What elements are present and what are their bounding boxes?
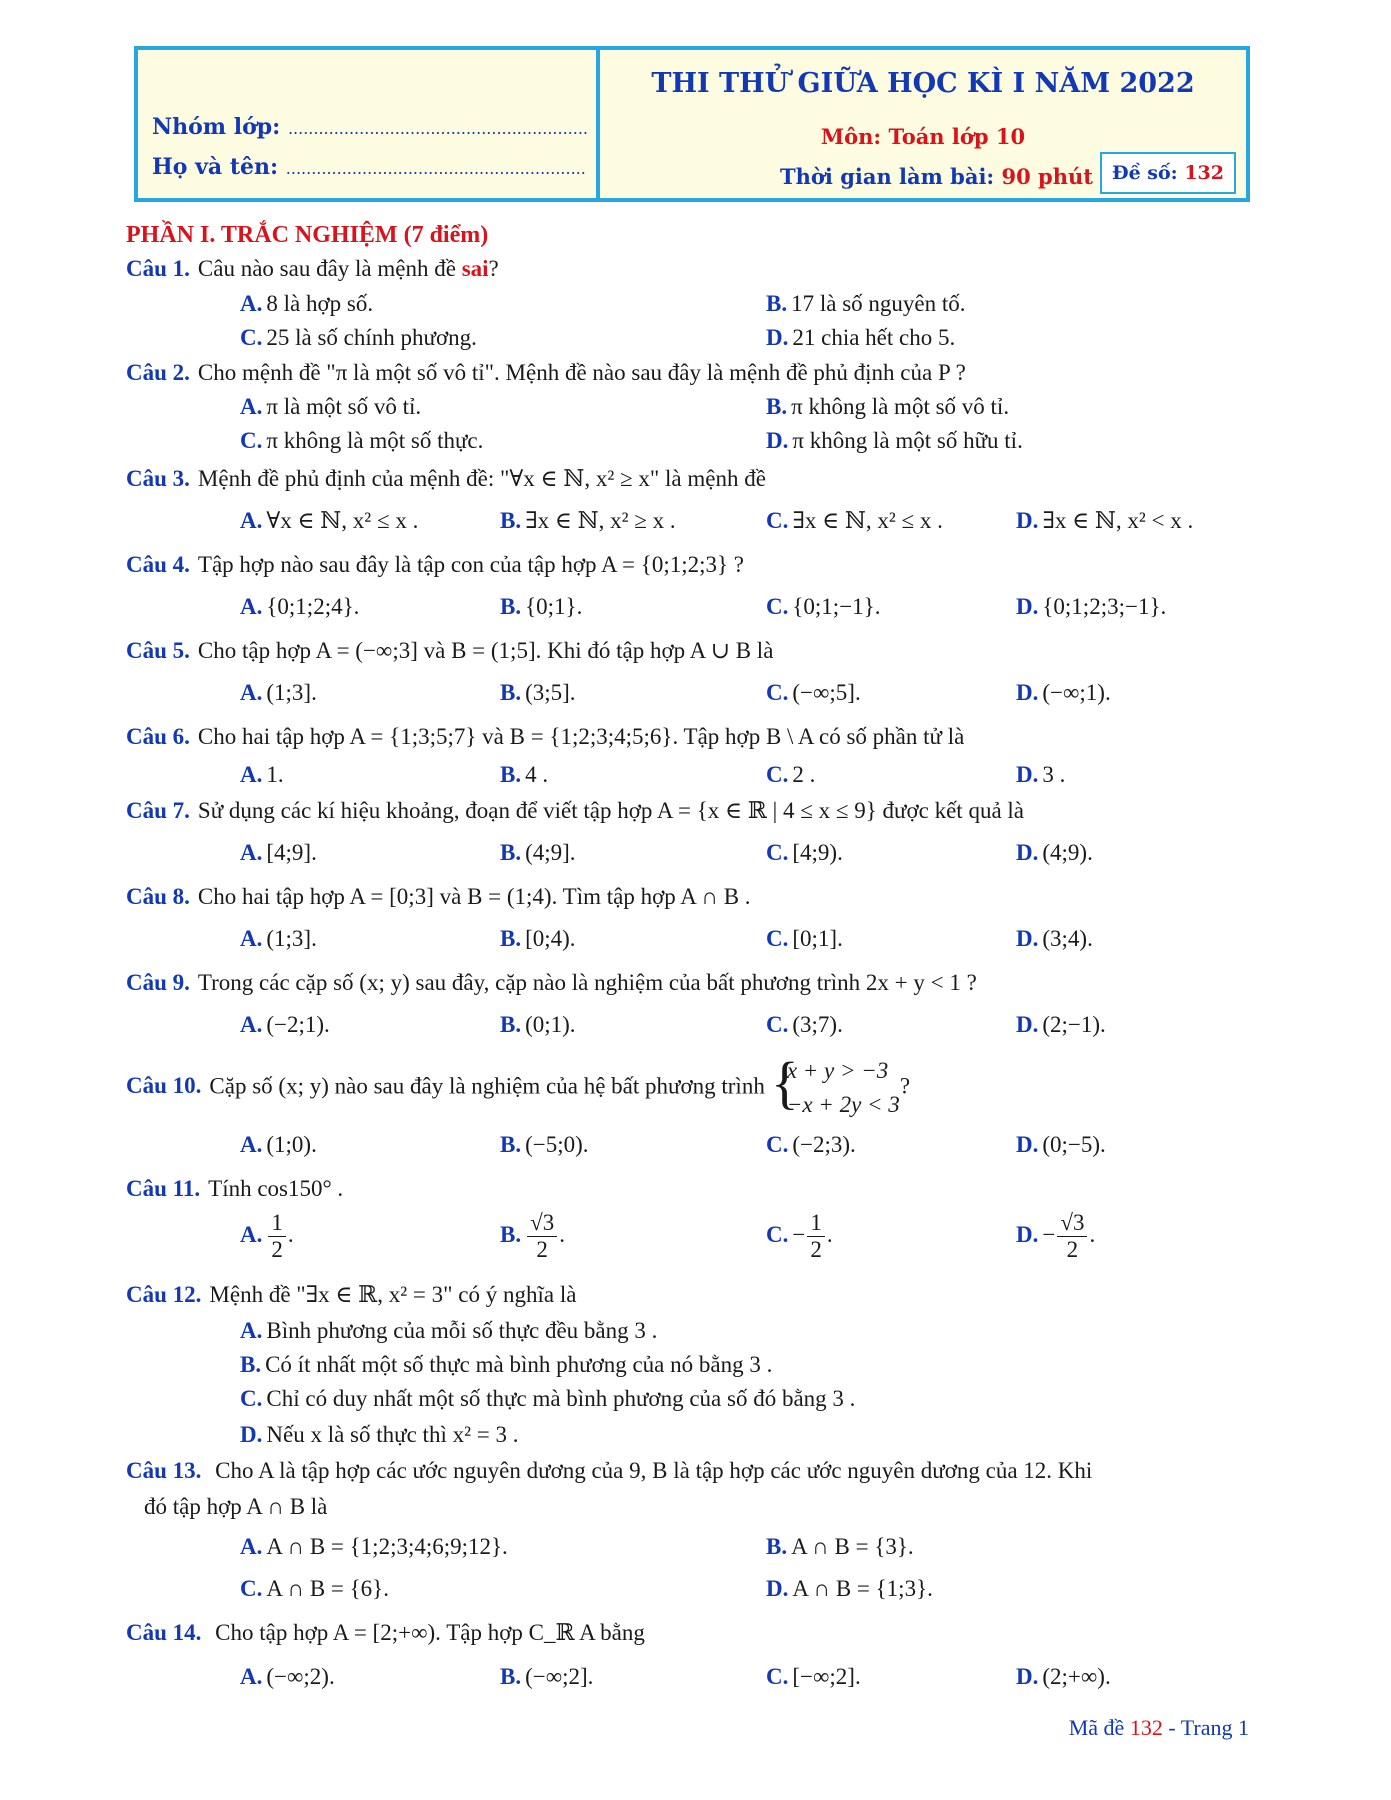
time-label: Thời gian làm bài:: [780, 164, 995, 189]
option-letter: A.: [240, 1318, 263, 1343]
option-text: (1;3].: [266, 926, 317, 951]
q7-option-c[interactable]: [766, 840, 843, 866]
option-letter: D.: [1016, 508, 1039, 533]
q10-option-b[interactable]: [500, 1132, 589, 1158]
option-letter: A.: [240, 394, 263, 419]
question-number: Câu 2.: [126, 360, 190, 385]
option-text: ∃x ∈ ℕ, x² < x .: [1042, 508, 1194, 533]
option-text: Chỉ có duy nhất một số thực mà bình phương của số đó bằng 3 .: [266, 1386, 856, 1411]
question-13-cont: [144, 1494, 327, 1520]
numerator: √3: [527, 1210, 557, 1237]
group-field[interactable]: [152, 114, 588, 140]
option-letter: A.: [240, 1012, 263, 1037]
q5-option-a[interactable]: [240, 680, 317, 706]
option-text: 3 .: [1042, 762, 1066, 787]
minus-sign: −: [1042, 1221, 1056, 1247]
option-text: π là một số vô tỉ.: [266, 394, 422, 419]
option-text: (2;−1).: [1042, 1012, 1106, 1037]
q2-option-c[interactable]: [240, 428, 483, 454]
option-letter: D.: [1016, 762, 1039, 787]
option-letter: C.: [766, 680, 789, 705]
question-8: [126, 884, 751, 910]
option-letter: C.: [240, 428, 263, 453]
option-text: 1.: [266, 762, 284, 787]
option-text: π không là một số thực.: [266, 428, 484, 453]
q14-option-a[interactable]: [240, 1664, 335, 1690]
section-title: PHẦN I. TRẮC NGHIỆM (7 điểm): [126, 222, 489, 248]
option-text: [4;9).: [792, 840, 843, 865]
system-row-2: −x + 2y < 3: [786, 1092, 900, 1117]
option-text: A ∩ B = {3}.: [791, 1534, 914, 1559]
exam-time: [780, 164, 1093, 189]
question-end: ?: [488, 256, 499, 281]
option-letter: D.: [1016, 1221, 1039, 1247]
option-letter: A.: [240, 508, 263, 533]
q8-option-a[interactable]: [240, 926, 317, 952]
question-end: ?: [899, 1073, 911, 1099]
q13-option-c[interactable]: [240, 1576, 389, 1602]
option-letter: B.: [500, 762, 522, 787]
question-text: Trong các cặp số (x; y) sau đây, cặp nào là nghiệm của bất phương trình 2x + y < 1 ?: [197, 970, 977, 995]
q6-option-d[interactable]: [1016, 762, 1065, 788]
question-text: Cho mệnh đề "π là một số vô tỉ". Mệnh đề nào sau đây là mệnh đề phủ định của P ?: [197, 360, 966, 385]
option-text: ∃x ∈ ℕ, x² ≤ x .: [792, 508, 943, 533]
option-letter: C.: [240, 325, 263, 350]
q1-option-c[interactable]: [240, 325, 477, 351]
denominator: 2: [536, 1237, 548, 1262]
option-text: (1;0).: [266, 1132, 317, 1157]
option-text: (3;7).: [792, 1012, 843, 1037]
question-10: [126, 1050, 911, 1122]
student-info-box: [138, 50, 600, 198]
option-text: (0;−5).: [1042, 1132, 1106, 1157]
option-text: 21 chia hết cho 5.: [792, 325, 956, 350]
q1-option-a[interactable]: [240, 291, 373, 317]
question-text: Tập hợp nào sau đây là tập con của tập hợp A = {0;1;2;3} ?: [197, 552, 744, 577]
fraction: [807, 1210, 825, 1263]
minus-sign: −: [792, 1221, 806, 1247]
code-value: 132: [1184, 162, 1224, 184]
question-9: [126, 970, 977, 996]
group-dots: ...........................................................: [287, 119, 589, 138]
fraction: [268, 1210, 286, 1263]
q5-option-c[interactable]: [766, 680, 861, 706]
question-text: Mệnh đề phủ định của mệnh đề: "∀x ∈ ℕ, x² ≥ x" là mệnh đề: [197, 466, 766, 491]
q4-option-b[interactable]: [500, 594, 582, 620]
q4-option-d[interactable]: [1016, 594, 1166, 620]
q13-option-a[interactable]: [240, 1534, 508, 1560]
option-letter: D.: [766, 325, 789, 350]
option-text: (3;5].: [525, 680, 576, 705]
question-highlight: sai: [461, 256, 489, 281]
question-text: Cho hai tập hợp A = [0;3] và B = (1;4). Tìm tập hợp A ∩ B .: [197, 884, 751, 909]
numerator: 1: [807, 1210, 825, 1237]
question-3: [126, 466, 766, 492]
option-letter: C.: [240, 1386, 263, 1411]
option-text: (4;9].: [525, 840, 576, 865]
denominator: 2: [271, 1237, 283, 1262]
q1-option-d[interactable]: [766, 325, 955, 351]
fraction: [527, 1210, 557, 1263]
q9-option-a[interactable]: [240, 1012, 330, 1038]
footer-page: - Trang 1: [1168, 1715, 1249, 1740]
option-text: 2 .: [792, 762, 816, 787]
option-letter: B.: [500, 840, 522, 865]
option-letter: D.: [1016, 1664, 1039, 1689]
option-letter: B.: [500, 926, 522, 951]
option-end: .: [559, 1221, 565, 1247]
q13-option-d[interactable]: [766, 1576, 933, 1602]
q3-option-a[interactable]: [240, 508, 418, 534]
q1-option-b[interactable]: [766, 291, 966, 317]
option-letter: C.: [766, 762, 789, 787]
denominator: 2: [1066, 1237, 1079, 1262]
q8-option-c[interactable]: [766, 926, 843, 952]
question-13: [126, 1458, 1092, 1484]
option-text: (−2;3).: [792, 1132, 856, 1157]
option-text: {0;1}.: [525, 594, 583, 619]
option-text: A ∩ B = {6}.: [266, 1576, 389, 1601]
system-brace: {: [770, 1050, 799, 1115]
q14-option-d[interactable]: [1016, 1664, 1111, 1690]
question-4: [126, 552, 744, 578]
q2-option-a[interactable]: [240, 394, 421, 420]
option-letter: B.: [500, 1132, 522, 1157]
q2-option-d[interactable]: [766, 428, 1023, 454]
q3-option-b[interactable]: [500, 508, 676, 534]
question-text: Mệnh đề "∃x ∈ ℝ, x² = 3" có ý nghĩa là: [209, 1282, 577, 1307]
question-7: [126, 798, 1024, 824]
question-text: Câu nào sau đây là mệnh đề: [197, 256, 462, 281]
question-number: Câu 1.: [126, 256, 190, 281]
option-letter: B.: [500, 1012, 522, 1037]
option-text: π không là một số vô tỉ.: [791, 394, 1010, 419]
question-text: Cho A là tập hợp các ước nguyên dương của 9, B là tập hợp các ước nguyên dương của 12. Khi: [209, 1458, 1093, 1483]
question-number: Câu 14.: [126, 1620, 202, 1645]
question-number: Câu 4.: [126, 552, 190, 577]
option-letter: D.: [766, 428, 789, 453]
system-row-1: x + y > −3: [786, 1058, 889, 1083]
option-letter: B.: [500, 680, 522, 705]
question-number: Câu 9.: [126, 970, 190, 995]
question-2: [126, 360, 966, 386]
footer-prefix: Mã đề: [1068, 1715, 1125, 1740]
q14-option-b[interactable]: [500, 1664, 593, 1690]
question-14: [126, 1620, 645, 1646]
option-text: (−∞;2].: [525, 1664, 594, 1689]
exam-info-box: [600, 50, 1246, 198]
option-letter: B.: [500, 1664, 522, 1689]
q13-option-b[interactable]: [766, 1534, 914, 1560]
name-dots: ...........................................................: [285, 159, 586, 178]
exam-code-box: [1100, 152, 1236, 194]
option-letter: B.: [766, 394, 788, 419]
question-number: Câu 5.: [126, 638, 190, 663]
option-letter: C.: [766, 1012, 789, 1037]
question-number: Câu 6.: [126, 724, 190, 749]
option-text: [0;4).: [525, 926, 576, 951]
question-text: Cho tập hợp A = [2;+∞). Tập hợp C_ℝ A bằng: [209, 1620, 645, 1645]
q11-option-a[interactable]: [240, 1210, 294, 1263]
option-letter: C.: [766, 926, 789, 951]
page-footer: [1069, 1715, 1249, 1741]
fraction: [1057, 1210, 1087, 1263]
option-letter: D.: [1016, 926, 1039, 951]
option-letter: A.: [240, 1664, 263, 1689]
q5-option-d[interactable]: [1016, 680, 1111, 706]
q3-option-c[interactable]: [766, 508, 943, 534]
option-text: 17 là số nguyên tố.: [791, 291, 966, 316]
option-letter: B.: [500, 508, 522, 533]
exam-title: THI THỬ GIỮA HỌC KÌ I NĂM 2022: [651, 68, 1195, 99]
option-letter: A.: [240, 762, 263, 787]
option-text: π không là một số hữu tỉ.: [792, 428, 1023, 453]
q14-option-c[interactable]: [766, 1664, 861, 1690]
q3-option-d[interactable]: [1016, 508, 1193, 534]
q10-option-c[interactable]: [766, 1132, 856, 1158]
option-text: 8 là hợp số.: [266, 291, 374, 316]
exam-header: [134, 46, 1250, 202]
q11-option-c[interactable]: [766, 1210, 833, 1263]
option-text: A ∩ B = {1;2;3;4;6;9;12}.: [266, 1534, 508, 1559]
q2-option-b[interactable]: [766, 394, 1009, 420]
q6-option-a[interactable]: [240, 762, 284, 788]
option-letter: A.: [240, 291, 263, 316]
option-text: {0;1;2;4}.: [266, 594, 360, 619]
option-text: (1;3].: [266, 680, 317, 705]
name-field[interactable]: [152, 154, 586, 180]
option-text: [0;1].: [792, 926, 843, 951]
question-5: [126, 638, 773, 664]
q12-option-b[interactable]: [240, 1352, 772, 1378]
option-letter: B.: [766, 1534, 788, 1559]
question-number: Câu 11.: [126, 1176, 201, 1201]
q7-option-d[interactable]: [1016, 840, 1093, 866]
option-letter: C.: [766, 1221, 789, 1247]
option-letter: B.: [500, 594, 522, 619]
option-letter: A.: [240, 840, 263, 865]
option-letter: D.: [1016, 840, 1039, 865]
option-letter: D.: [1016, 1012, 1039, 1037]
option-letter: C.: [240, 1576, 263, 1601]
option-text: (4;9).: [1042, 840, 1093, 865]
option-letter: A.: [240, 680, 263, 705]
question-text: Sử dụng các kí hiệu khoảng, đoạn để viết tập hợp A = {x ∈ ℝ | 4 ≤ x ≤ 9} được kết quả là: [197, 798, 1025, 823]
option-letter: A.: [240, 1132, 263, 1157]
q9-option-c[interactable]: [766, 1012, 843, 1038]
q4-option-c[interactable]: [766, 594, 880, 620]
q12-option-a[interactable]: [240, 1318, 657, 1344]
code-label: Đề số:: [1112, 162, 1178, 184]
option-letter: D.: [766, 1576, 789, 1601]
question-text: Cho tập hợp A = (−∞;3] và B = (1;5]. Khi đó tập hợp A ∪ B là: [197, 638, 774, 663]
option-letter: D.: [1016, 680, 1039, 705]
question-text: Cặp số (x; y) nào sau đây là nghiệm của hệ bất phương trình: [209, 1073, 765, 1099]
group-label: Nhóm lớp:: [152, 114, 281, 140]
option-letter: D.: [1016, 594, 1039, 619]
q5-option-b[interactable]: [500, 680, 576, 706]
option-text: [4;9].: [266, 840, 317, 865]
q9-option-b[interactable]: [500, 1012, 576, 1038]
option-letter: A.: [240, 1534, 263, 1559]
option-text: {0;1;2;3;−1}.: [1042, 594, 1167, 619]
q7-option-b[interactable]: [500, 840, 576, 866]
option-text: (3;4).: [1042, 926, 1093, 951]
option-text: (0;1).: [525, 1012, 576, 1037]
option-letter: C.: [766, 840, 789, 865]
option-letter: C.: [766, 594, 789, 619]
option-text: ∀x ∈ ℕ, x² ≤ x .: [266, 508, 419, 533]
option-text: 25 là số chính phương.: [266, 325, 477, 350]
question-text: Cho hai tập hợp A = {1;3;5;7} và B = {1;2;3;4;5;6}. Tập hợp B \ A có số phần tử là: [197, 724, 965, 749]
option-letter: B.: [240, 1352, 262, 1377]
option-text: Bình phương của mỗi số thực đều bằng 3 .: [266, 1318, 658, 1343]
q12-option-d[interactable]: [240, 1422, 518, 1448]
q8-option-d[interactable]: [1016, 926, 1093, 952]
q11-option-d[interactable]: [1016, 1210, 1095, 1263]
question-text: Tính cos150° .: [208, 1176, 344, 1201]
denominator: 2: [810, 1237, 822, 1262]
option-letter: B.: [500, 1221, 522, 1247]
exam-subject: Môn: Toán lớp 10: [820, 124, 1026, 149]
numerator: 1: [268, 1210, 286, 1237]
option-end: .: [287, 1221, 294, 1247]
option-text: 4 .: [525, 762, 549, 787]
option-text: A ∩ B = {1;3}.: [792, 1576, 933, 1601]
question-number: Câu 13.: [126, 1458, 202, 1483]
option-letter: A.: [240, 1221, 263, 1247]
name-label: Họ và tên:: [152, 154, 279, 180]
q9-option-d[interactable]: [1016, 1012, 1106, 1038]
option-end: .: [826, 1221, 833, 1247]
option-text: (−∞;1).: [1042, 680, 1111, 705]
q6-option-b[interactable]: [500, 762, 548, 788]
numerator: √3: [1057, 1210, 1087, 1237]
question-number: Câu 3.: [126, 466, 190, 491]
option-letter: C.: [766, 508, 789, 533]
inequality-system: [770, 1050, 900, 1122]
option-letter: C.: [766, 1664, 789, 1689]
question-12: [126, 1282, 576, 1308]
option-text: (−5;0).: [525, 1132, 589, 1157]
option-letter: C.: [766, 1132, 789, 1157]
option-text: (−∞;5].: [792, 680, 861, 705]
time-value: 90 phút: [1001, 164, 1093, 189]
option-text: {0;1;−1}.: [792, 594, 881, 619]
footer-code: 132: [1129, 1715, 1163, 1740]
question-1: [126, 256, 499, 282]
q4-option-a[interactable]: [240, 594, 359, 620]
q10-option-a[interactable]: [240, 1132, 317, 1158]
q8-option-b[interactable]: [500, 926, 576, 952]
question-text: đó tập hợp A ∩ B là: [144, 1494, 328, 1519]
question-number: Câu 8.: [126, 884, 190, 909]
q12-option-c[interactable]: [240, 1386, 855, 1412]
option-letter: B.: [766, 291, 788, 316]
option-letter: D.: [240, 1422, 263, 1447]
option-text: [−∞;2].: [792, 1664, 861, 1689]
question-11: [126, 1176, 343, 1202]
question-number: Câu 7.: [126, 798, 190, 823]
question-number: Câu 10.: [126, 1073, 202, 1099]
option-text: (−2;1).: [266, 1012, 330, 1037]
q7-option-a[interactable]: [240, 840, 317, 866]
question-number: Câu 12.: [126, 1282, 202, 1307]
option-end: .: [1089, 1221, 1096, 1247]
q10-option-d[interactable]: [1016, 1132, 1106, 1158]
option-letter: A.: [240, 594, 263, 619]
option-text: Nếu x là số thực thì x² = 3 .: [266, 1422, 519, 1447]
option-text: ∃x ∈ ℕ, x² ≥ x .: [525, 508, 676, 533]
option-text: Có ít nhất một số thực mà bình phương của nó bằng 3 .: [265, 1352, 773, 1377]
option-letter: A.: [240, 926, 263, 951]
option-letter: D.: [1016, 1132, 1039, 1157]
question-6: [126, 724, 964, 750]
q6-option-c[interactable]: [766, 762, 815, 788]
option-text: (2;+∞).: [1042, 1664, 1111, 1689]
q11-option-b[interactable]: [500, 1210, 565, 1263]
option-text: (−∞;2).: [266, 1664, 335, 1689]
